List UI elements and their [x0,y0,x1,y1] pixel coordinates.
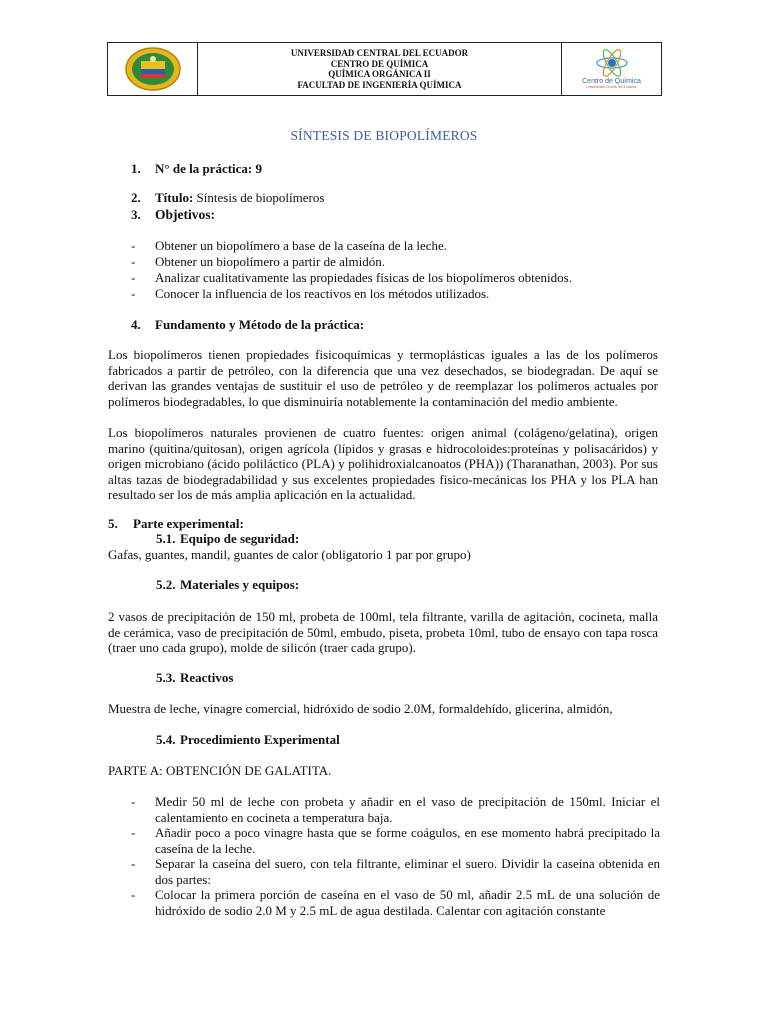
section-number: 4. [131,317,141,332]
practice-title [155,190,324,206]
section-heading: Fundamento y Método de la práctica: [155,317,365,332]
section-number: 3. [131,207,141,222]
logo-sublabel: Universidad Central del Ecuador [586,85,637,89]
subsection-heading: Equipo de seguridad: [180,531,300,546]
subsection-heading: Reactivos [180,670,234,685]
part-heading: PARTE A: OBTENCIÓN DE GALATITA. [108,763,332,778]
bullet-dash: - [131,238,136,253]
header-text [198,43,562,95]
section-number: 2. [131,190,141,205]
paragraph: Gafas, guantes, mandil, guantes de calor (obligatorio 1 par por grupo) [108,547,471,562]
subsection-heading: Materiales y equipos: [180,577,300,592]
section-number: 5. [108,516,118,531]
procedure-step: Medir 50 ml de leche con probeta y añadir en el vaso de precipitación de 150ml. Iniciar el calentamiento en cocineta a temperatura baja. [155,794,660,825]
paragraph: Los biopolímeros naturales provienen de cuatro fuentes: origen animal (colágeno/gelatina), origen marino (quitina/quitosan), origen agrícola (lípidos y grasas e hidrocoloides:proteínas y polisacáridos) y origen microbiano (ácido poliláctico (PLA) y polihidroxialcanoatos (PHA)) (Tharanathan, 2003). Por sus altas tazas de biodegradabilidad y sus excelentes propiedades fisico-mecánicas los PHA y los PLA han resultado ser los de más amplia aplicación en la actualidad. [108,425,658,503]
practice-number: N° de la práctica: 9 [155,161,263,176]
bullet-dash: - [131,887,136,902]
bullet-dash: - [131,825,136,840]
header-line: QUÍMICA ORGÁNICA II [328,69,431,79]
title-label: Título: [155,190,194,205]
title-value: Síntesis de biopolímeros [193,190,325,205]
objective-item: Obtener un biopolímero a partir de almidón. [155,254,385,269]
paragraph: Los biopolímeros tienen propiedades fisicoquímicas y termoplásticas iguales a las de los polímeros fabricados a partir de petróleo, con la diferencia que una vez desechados, se biodegradan. De aquí se derivan las grandes ventajas de sustituir el uso de petróleo y de reemplazar los polímeros actuales por polímeros biodegradables, lo que disminuiría notablemente la contaminación del medio ambiente. [108,347,658,409]
atom-icon [595,49,629,77]
subsection-heading: Procedimiento Experimental [180,732,340,747]
section-heading: Parte experimental: [133,516,244,531]
subsection-number: 5.3. [156,670,176,685]
bullet-dash: - [131,286,136,301]
logo-label: Centro de Química [582,78,641,85]
objectives-heading: Objetivos: [155,207,215,222]
header-line: UNIVERSIDAD CENTRAL DEL ECUADOR [290,48,469,58]
bullet-dash: - [131,270,136,285]
university-seal-icon [122,47,184,91]
university-logo [108,43,198,95]
bullet-dash: - [131,856,136,871]
objective-item: Obtener un biopolímero a base de la caseína de la leche. [155,238,448,253]
bullet-dash: - [131,794,136,809]
header-table [107,42,662,96]
subsection-number: 5.2. [156,577,176,592]
procedure-step: Colocar la primera porción de caseína en el vaso de 50 ml, añadir 2.5 mL de una solución de hidróxido de sodio 2.0 M y 2.5 mL de agua destilada. Calentar con agitación constante [155,887,660,918]
document-title: SÍNTESIS DE BIOPOLÍMEROS [290,128,478,143]
paragraph: Muestra de leche, vinagre comercial, hidróxido de sodio 2.0M, formaldehído, glicerina, almidón, [108,701,613,716]
objective-item: Analizar cualitativamente las propiedades físicas de los biopolímeros obtenidos. [155,270,572,285]
header-line: CENTRO DE QUÍMICA [330,58,429,69]
bullet-dash: - [131,254,136,269]
header-line: FACULTAD DE INGENIERÍA QUÍMICA [297,79,462,90]
paragraph: 2 vasos de precipitación de 150 ml, probeta de 100ml, tela filtrante, varilla de agitación, cocineta, malla de cerámica, vaso de precipitación de 50ml, embudo, piseta, probeta 10ml, tubo de ensayo con tapa rosca (traer uno cada grupo), molde de silicón (traer cada grupo). [108,609,658,656]
procedure-step: Separar la caseína del suero, con tela filtrante, eliminar el suero. Dividir la caseína obtenida en dos partes: [155,856,660,887]
subsection-number: 5.1. [156,531,176,546]
subsection-number: 5.4. [156,732,176,747]
section-number: 1. [131,161,141,176]
procedure-step: Añadir poco a poco vinagre hasta que se forme coágulos, en ese momento habrá precipitado la caseína de la leche. [155,825,660,856]
objective-item: Conocer la influencia de los reactivos en los métodos utilizados. [155,286,490,301]
centro-quimica-logo [562,43,661,95]
